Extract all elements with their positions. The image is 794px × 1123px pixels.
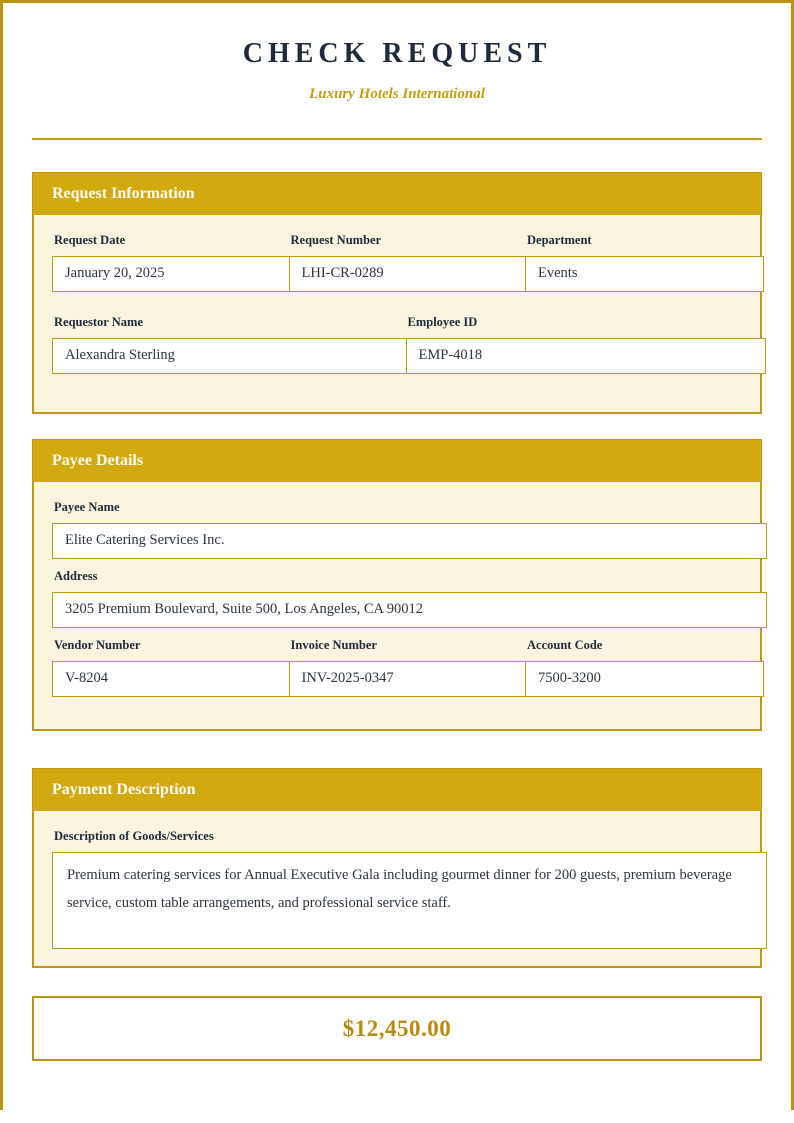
vendor-number-input[interactable]: V-8204 [52,661,290,697]
amount-box [32,996,762,1061]
field-invoice-number [289,637,527,697]
header-divider [32,138,762,140]
account-code-label: Account Code [527,638,603,652]
section-request-information [32,172,762,414]
field-address [52,568,767,628]
field-payee-name [52,499,767,559]
field-requestor-name [52,314,407,374]
section-payment-description [32,768,762,968]
request-date-label: Request Date [54,233,126,247]
request-number-label: Request Number [290,233,382,247]
field-department [525,232,764,292]
payee-name-label: Payee Name [54,500,120,514]
department-label: Department [527,233,592,247]
account-code-input[interactable]: 7500-3200 [525,661,764,697]
section-payee-details [32,439,762,731]
section-heading-request-information: Request Information [33,173,761,215]
request-date-input[interactable]: January 20, 2025 [52,256,290,292]
section-heading-payee-details: Payee Details [33,440,761,482]
vendor-number-label: Vendor Number [54,638,141,652]
field-vendor-number [52,637,290,697]
section-heading-payment-description: Payment Description [33,769,761,811]
invoice-number-label: Invoice Number [290,638,377,652]
description-textarea[interactable]: Premium catering services for Annual Executive Gala including gourmet dinner for 200 guests, premium beverage service, custom table arrangements, and professional service staff. [52,852,767,949]
address-label: Address [54,569,98,583]
invoice-number-input[interactable]: INV-2025-0347 [289,661,527,697]
employee-id-input[interactable]: EMP-4018 [406,338,766,374]
company-name: Luxury Hotels International [309,86,485,102]
page-title: CHECK REQUEST [242,38,552,69]
description-label: Description of Goods/Services [54,829,214,843]
field-request-number [289,232,527,292]
field-account-code [525,637,764,697]
field-request-date [52,232,290,292]
requestor-name-label: Requestor Name [54,315,143,329]
payee-name-input[interactable]: Elite Catering Services Inc. [52,523,767,559]
field-description [52,828,767,949]
department-input[interactable]: Events [525,256,764,292]
amount-value[interactable]: $12,450.00 [342,1015,452,1041]
field-employee-id [406,314,766,374]
request-number-input[interactable]: LHI-CR-0289 [289,256,527,292]
address-input[interactable]: 3205 Premium Boulevard, Suite 500, Los Angeles, CA 90012 [52,592,767,628]
employee-id-label: Employee ID [407,315,478,329]
requestor-name-input[interactable]: Alexandra Sterling [52,338,407,374]
